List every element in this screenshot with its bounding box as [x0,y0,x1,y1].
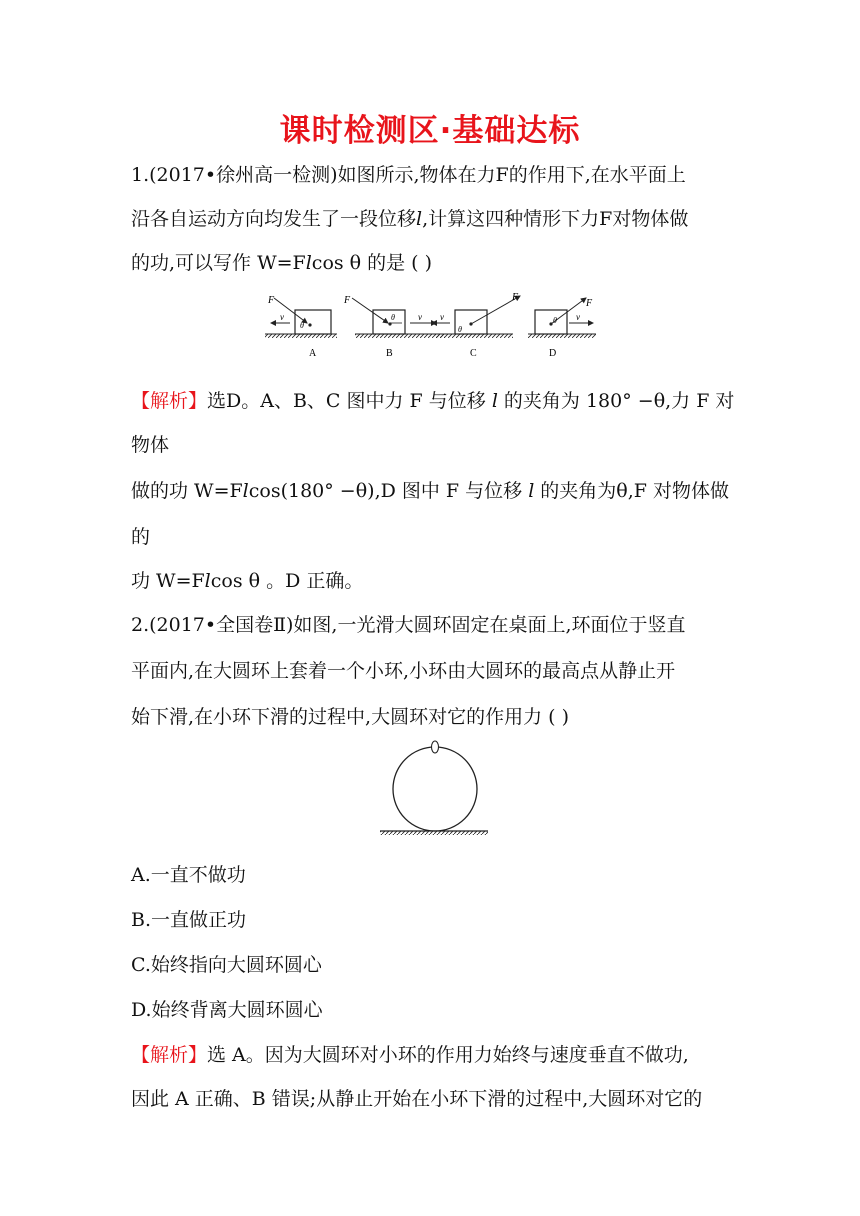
diagram-d [528,298,596,359]
diagram-label-b: B [386,348,393,359]
q2-line-3: 始下滑,在小环下滑的过程中,大圆环对它的作用力 ( ) [131,706,569,728]
sol2-line-1: 【解析】选 A。因为大圆环对小环的作用力始终与速度垂直不做功, [131,1044,689,1066]
option-b: B.一直做正功 [131,909,247,931]
solution-tag: 【解析】 [131,390,208,412]
large-ring [393,747,477,831]
sol1-line-3: 做的功 W=Flcos(180° −θ),D 图中 F 与位移 l 的夹角为θ,F 对物体做 [131,480,730,502]
q2-line-2: 平面内,在大圆环上套着一个小环,小环由大圆环的最高点从静止开 [131,660,676,682]
sol2-line-2: 因此 A 正确、B 错误;从静止开始在小环下滑的过程中,大圆环对它的 [131,1088,703,1110]
sol1-line-5: 功 W=Flcos θ 。D 正确。 [131,570,364,592]
diagram-label-a: A [309,348,317,359]
diagram-label-d: D [549,348,557,359]
force-label: F [344,295,351,306]
option-a: A.一直不做功 [131,864,246,886]
force-label: F [512,292,519,303]
diagram-c [432,292,520,359]
velocity-label: v [418,312,422,322]
ring-diagram [378,738,490,838]
small-ring [432,741,439,753]
velocity-label: v [280,312,284,322]
diagram-b [343,295,445,359]
angle-label: θ [391,313,395,322]
option-c: C.始终指向大圆环圆心 [131,954,322,976]
angle-label: θ [458,325,462,334]
sol1-line-2: 物体 [131,434,170,456]
diagram-label-c: C [470,348,477,359]
velocity-label: v [576,312,580,322]
angle-label: θ [300,321,304,330]
sol1-line-1: 【解析】选D。A、B、C 图中力 F 与位移 l 的夹角为 180° −θ,力 F 对 [131,390,735,412]
angle-label: θ [553,316,557,325]
q1-line-1: 1.(2017•徐州高一检测)如图所示,物体在力F的作用下,在水平面上 [131,164,686,186]
force-label: F [268,295,275,306]
velocity-label: v [440,312,444,322]
q1-line-3: 的功,可以写作 W=Flcos θ 的是 ( ) [131,252,433,274]
q1-line-2: 沿各自运动方向均发生了一段位移l,计算这四种情形下力F对物体做 [131,208,689,230]
q1-force-diagrams [260,290,600,362]
table-surface [380,831,488,835]
sol1-line-4: 的 [131,526,151,548]
page-title: 课时检测区·基础达标 [279,113,581,149]
option-d: D.始终背离大圆环圆心 [131,999,323,1021]
q2-line-1: 2.(2017•全国卷Ⅱ)如图,一光滑大圆环固定在桌面上,环面位于竖直 [131,614,686,636]
force-label: F [586,298,593,309]
diagram-a [265,295,337,359]
solution-tag: 【解析】 [131,1044,208,1066]
